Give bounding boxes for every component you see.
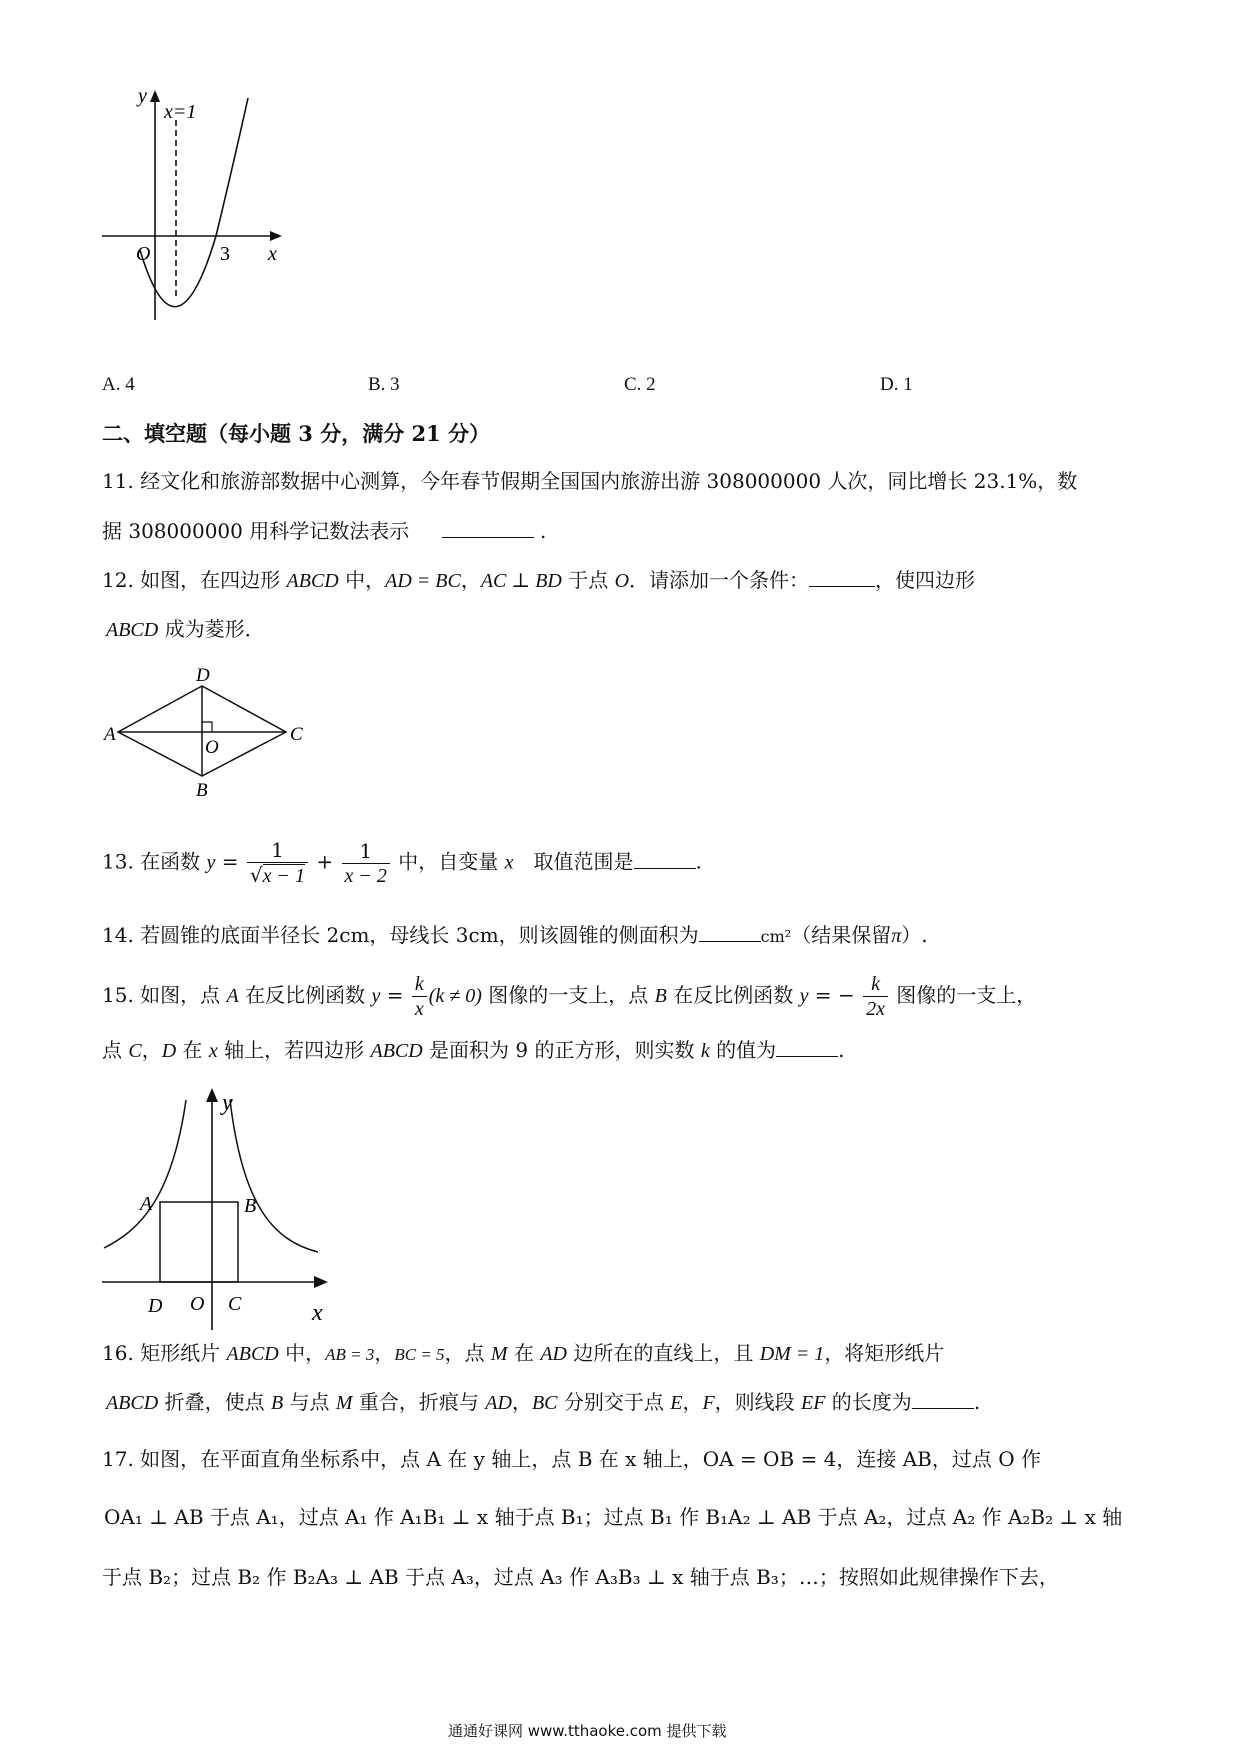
x-axis-arrow — [314, 1276, 328, 1288]
q13-text: 取值范围是 — [513, 849, 634, 874]
label-y: y — [222, 1090, 233, 1116]
q13-fraction-1 — [247, 838, 308, 888]
q15-var: y — [799, 985, 809, 1007]
q13-end: . — [695, 849, 702, 874]
q16-var: M — [490, 1343, 508, 1365]
symmetry-label: x=1 — [164, 101, 197, 123]
y-label: y — [138, 85, 147, 107]
q11-end: . — [539, 519, 547, 543]
q12-var: ABCD — [106, 619, 159, 641]
section-title: 二、填空题（每小题 3 分，满分 21 分） — [102, 421, 491, 446]
q13-text: 中，自变量 — [391, 849, 505, 874]
q16-text: ， — [374, 1341, 395, 1365]
root-label: 3 — [220, 243, 230, 265]
q16-var: B — [270, 1392, 284, 1414]
label-b: B — [196, 780, 208, 801]
q15-text: 15. 如图，点 — [102, 983, 227, 1007]
q17-line3: 于点 B₂；过点 B₂ 作 B₂A₃ ⊥ AB 于点 A₃，过点 A₃ 作 A₃B₃ ⊥ x 轴于点 B₃；…；按照如此规律操作下去， — [102, 1565, 1059, 1589]
q13-var: y — [206, 851, 216, 874]
q13-plus: + — [310, 849, 340, 874]
parabola-curve — [140, 98, 248, 307]
q14-pi: π — [891, 925, 902, 947]
y-axis-arrow — [150, 90, 160, 102]
q15-fraction-1 — [412, 972, 427, 1021]
option-b: B. 3 — [368, 374, 400, 395]
q12-var: O — [614, 570, 630, 592]
q15-equals: = − — [808, 983, 862, 1007]
q16-text: ，则线段 — [714, 1390, 802, 1414]
q12-text: 中， — [338, 568, 386, 592]
q15-fraction-2 — [863, 972, 888, 1021]
q16-text: 与点 — [283, 1390, 336, 1414]
q16-text: ， — [682, 1390, 703, 1414]
q13-radicand: x − 1 — [262, 865, 306, 887]
q15-var: A — [226, 985, 239, 1007]
q11-line1: 11. 经文化和旅游部数据中心测算，今年春节假期全国国内旅游出游 308000000 人次，同比增长 23.1%，数 — [102, 469, 1078, 493]
footer-text: 通通好课网 www.tthaoke.com 提供下载 — [448, 1722, 727, 1740]
q14-answer-blank[interactable] — [699, 921, 761, 942]
q12-condition: AC ⊥ BD — [480, 570, 562, 592]
q15-text: 点 — [102, 1038, 129, 1062]
q16-var: ABCD — [106, 1392, 159, 1414]
q14-unit: cm² — [760, 927, 792, 946]
option-c: C. 2 — [624, 374, 656, 395]
q15-text: 是面积为 9 的正方形，则实数 — [422, 1038, 701, 1062]
rhombus-figure — [100, 660, 350, 810]
label-c: C — [228, 1293, 242, 1315]
q14-text: 14. 若圆锥的底面半径长 2cm，母线长 3cm，则该圆锥的侧面积为 — [102, 923, 699, 947]
q11-text: 据 308000000 用科学记数法表示 — [102, 519, 410, 543]
q15-numerator-2: k — [863, 972, 888, 997]
label-b: B — [244, 1195, 257, 1217]
option-a: A. 4 — [102, 374, 135, 395]
q15-line2 — [102, 1035, 844, 1066]
q17-line2: OA₁ ⊥ AB 于点 A₁，过点 A₁ 作 A₁B₁ ⊥ x 轴于点 B₁；过点 B₁ 作 B₁A₂ ⊥ AB 于点 A₂，过点 A₂ 作 A₂B₂ ⊥ x 轴 — [104, 1505, 1123, 1529]
q11-answer-blank[interactable] — [442, 517, 534, 538]
q16-text: ，将矩形纸片 — [824, 1341, 945, 1365]
q16-var: AD — [540, 1343, 567, 1365]
q15-condition: (k ≠ 0) — [428, 985, 482, 1007]
q16-var: M — [335, 1392, 353, 1414]
q16-text: 在 — [507, 1341, 541, 1365]
q12-line2 — [106, 614, 265, 645]
q13-denominator-1: √x − 1 — [249, 863, 306, 887]
q15-text: 图像的一支上，点 — [481, 983, 655, 1007]
q15-var: B — [654, 985, 667, 1007]
right-angle-mark — [202, 722, 212, 732]
q12-text: 于点 — [561, 568, 615, 592]
q13-denominator-2: x − 2 — [344, 864, 387, 887]
q14-text: （结果保留 — [791, 923, 892, 947]
q12-text: ， — [460, 568, 481, 592]
q16-condition: BC = 5 — [394, 1345, 445, 1364]
q15-denominator-1: x — [414, 998, 424, 1020]
y-axis-arrow — [206, 1088, 218, 1102]
q12-text: 12. 如图，在四边形 — [102, 568, 287, 592]
q16-text: 的长度为 — [825, 1390, 912, 1414]
q15-answer-blank[interactable] — [776, 1036, 838, 1057]
q16-text: 重合，折痕与 — [352, 1390, 486, 1414]
square-abcd — [160, 1202, 238, 1282]
q16-var: E — [670, 1392, 683, 1414]
q13-var: x — [504, 851, 514, 874]
q15-var: y — [371, 985, 381, 1007]
q17-line1: 17. 如图，在平面直角坐标系中，点 A 在 y 轴上，点 B 在 x 轴上，OA = OB = 4，连接 AB，过点 O 作 — [102, 1447, 1041, 1471]
q12-text: ．请添加一个条件： — [629, 568, 810, 592]
q15-text: 在反比例函数 — [238, 983, 372, 1007]
label-a: A — [104, 724, 116, 745]
q15-denominator-2: 2x — [866, 998, 885, 1020]
q12-text: 成为菱形． — [158, 617, 265, 641]
x-label: x — [268, 243, 277, 265]
q12-text: ，使四边形 — [875, 568, 976, 592]
option-d: D. 1 — [880, 374, 913, 395]
q16-text: 边所在的直线上，且 — [566, 1341, 760, 1365]
left-hyperbola — [104, 1100, 186, 1248]
q13-fraction-2 — [342, 839, 390, 888]
q13-line — [102, 838, 702, 888]
label-a: A — [140, 1193, 153, 1215]
x-axis-arrow — [270, 231, 282, 241]
q12-answer-blank[interactable] — [809, 566, 875, 587]
q14-end: ）. — [901, 923, 928, 947]
label-o: O — [190, 1293, 205, 1315]
q15-text: 轴上，若四边形 — [217, 1038, 371, 1062]
q16-text: 分别交于点 — [557, 1390, 671, 1414]
parabola-figure — [100, 80, 330, 360]
q16-var: BC — [531, 1392, 558, 1414]
q15-text: 在 — [176, 1038, 209, 1062]
q15-line1 — [102, 972, 1036, 1021]
q16-text: 中， — [278, 1341, 326, 1365]
q16-line2 — [106, 1387, 980, 1418]
label-c: C — [290, 724, 303, 745]
q15-text: 在反比例函数 — [666, 983, 800, 1007]
q12-line1 — [102, 565, 975, 596]
q13-text: 13. 在函数 — [102, 849, 207, 874]
q13-equals: = — [215, 849, 245, 874]
q16-text: ，点 — [444, 1341, 491, 1365]
q16-answer-blank[interactable] — [912, 1388, 974, 1409]
q15-var: D — [161, 1040, 177, 1062]
q15-equals: = — [380, 983, 410, 1007]
q15-text: 图像的一支上， — [889, 983, 1037, 1007]
q15-end: . — [838, 1038, 845, 1062]
q12-condition: AD = BC — [385, 570, 461, 592]
q16-condition: AB = 3 — [325, 1345, 375, 1364]
q15-text: ， — [141, 1038, 162, 1062]
q16-text: 16. 矩形纸片 — [102, 1341, 227, 1365]
q16-var: F — [702, 1392, 715, 1414]
q11-line2 — [102, 516, 546, 546]
q15-var: x — [208, 1040, 218, 1062]
label-o: O — [205, 737, 219, 758]
label-d: D — [196, 665, 210, 686]
hyperbola-figure — [100, 1080, 380, 1340]
origin-label: O — [136, 243, 151, 265]
q16-var: EF — [801, 1392, 826, 1414]
right-hyperbola — [230, 1100, 318, 1252]
q12-var: ABCD — [286, 570, 339, 592]
q16-text: 折叠，使点 — [158, 1390, 271, 1414]
q15-var: ABCD — [370, 1040, 423, 1062]
label-d: D — [148, 1295, 163, 1317]
q15-var: C — [128, 1040, 142, 1062]
q16-condition: DM = 1 — [759, 1343, 825, 1365]
label-x: x — [312, 1300, 323, 1326]
q16-var: AD — [485, 1392, 512, 1414]
q13-numerator-1: 1 — [247, 838, 308, 863]
q16-text: ， — [511, 1390, 532, 1414]
q16-end: . — [973, 1390, 981, 1414]
q15-text: 的值为 — [709, 1038, 777, 1062]
q13-numerator-2: 1 — [342, 839, 390, 864]
q14-line — [102, 920, 928, 952]
q15-numerator-1: k — [412, 972, 427, 997]
q16-var: ABCD — [226, 1343, 279, 1365]
q13-answer-blank[interactable] — [634, 848, 696, 869]
q16-line1 — [102, 1338, 944, 1370]
q15-var: k — [700, 1040, 710, 1062]
